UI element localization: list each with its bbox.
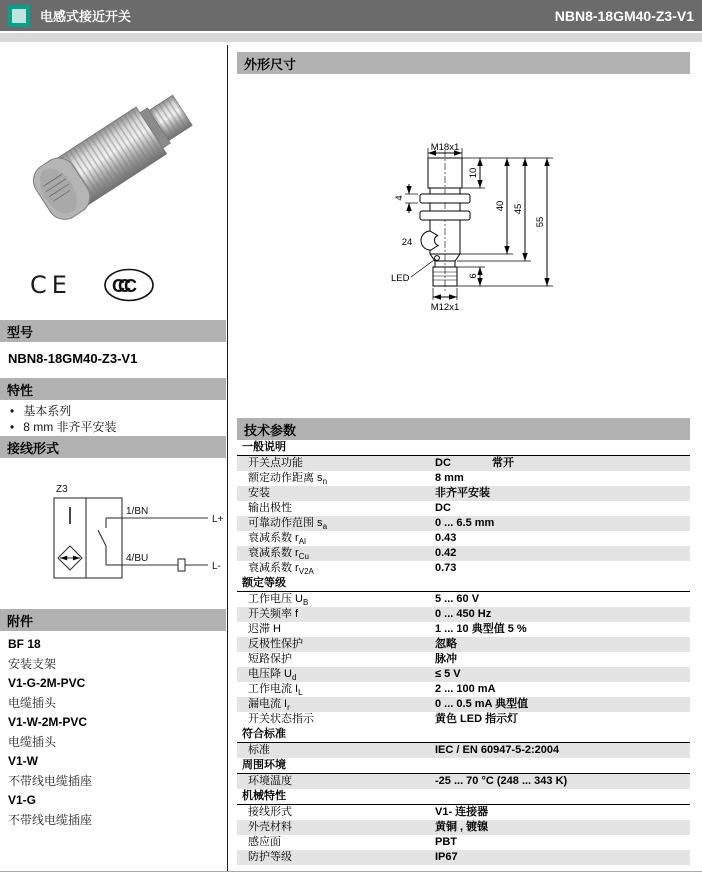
dim-thread-top-label: M18x1 — [430, 142, 460, 153]
spec-label: 迟滞 H — [248, 623, 281, 635]
sensor-body-illustration — [27, 85, 199, 226]
spec-value: 0.73 — [435, 562, 457, 574]
terminal-lminus-label: L- — [212, 561, 221, 572]
spec-label: 外壳材料 — [248, 821, 292, 833]
section-heading-features: 特性 — [7, 382, 34, 398]
spec-label: 开关点功能 — [248, 457, 303, 469]
spec-value: ≤ 5 V — [435, 668, 461, 680]
dim-wrench-label: 24 — [401, 237, 413, 248]
wire-bu-label: 4/BU — [126, 553, 149, 564]
section-bar-tech — [237, 418, 690, 440]
spec-row — [237, 516, 690, 531]
spec-value: 0 ... 0.5 mA 典型值 — [435, 698, 529, 710]
spec-label: 可靠动作范围 $s_a$ — [248, 517, 328, 532]
wiring-diagram — [26, 480, 226, 598]
product-photo — [22, 56, 202, 256]
spec-label: 开关频率 f — [248, 608, 299, 620]
spec-label: 标准 — [248, 744, 270, 756]
spec-row — [237, 592, 690, 607]
spec-label: 开关状态指示 — [248, 713, 314, 725]
page-header — [0, 0, 702, 31]
spec-row — [237, 471, 690, 486]
spec-row — [237, 637, 690, 652]
product-code: NBN8-18GM40-Z3-V1 — [554, 7, 694, 24]
spec-value: DC — [435, 502, 451, 514]
brand-square-icon — [8, 5, 30, 27]
feature-list — [0, 403, 226, 435]
spec-value: IP67 — [435, 851, 458, 863]
spec-value: IEC / EN 60947-5-2:2004 — [435, 744, 560, 756]
spec-value: 忽略 — [435, 638, 457, 650]
spec-section-title: 一般说明 — [237, 440, 690, 456]
section-bar-model — [0, 320, 226, 342]
tech-table — [237, 440, 690, 865]
spec-label: 感应面 — [248, 836, 281, 848]
model-value: NBN8-18GM40-Z3-V1 — [8, 351, 138, 366]
spec-value: DC — [435, 457, 451, 469]
spec-label: 电压降 $U_d$ — [248, 668, 297, 683]
spec-row — [237, 743, 690, 758]
section-heading-accessories: 附件 — [7, 613, 34, 629]
spec-value: -25 ... 70 °C (248 ... 343 K) — [435, 775, 568, 787]
spec-row — [237, 607, 690, 622]
spec-row — [237, 697, 690, 712]
accessory-name: V1-W — [8, 754, 38, 768]
section-bar-accessories — [0, 609, 226, 631]
ccc-mark-icon — [102, 266, 156, 304]
spec-value: 2 ... 100 mA — [435, 683, 496, 695]
accessory-name: BF 18 — [8, 637, 41, 651]
left-column — [0, 42, 226, 830]
spec-section-title: 符合标准 — [237, 727, 690, 743]
accessory-name: V1-G — [8, 793, 37, 807]
feature-item: • 基本系列 — [0, 403, 226, 419]
certification-marks — [30, 267, 226, 303]
spec-value: PBT — [435, 836, 457, 848]
spec-section-title: 机械特性 — [237, 789, 690, 805]
section-heading-dimensions: 外形尺寸 — [244, 56, 297, 72]
spec-label: 短路保护 — [248, 653, 292, 665]
spec-row — [237, 561, 690, 576]
spec-row — [237, 774, 690, 789]
spec-row — [237, 805, 690, 820]
feature-item: • 8 mm 非齐平安装 — [0, 419, 226, 435]
right-column — [237, 42, 690, 865]
spec-row — [237, 712, 690, 727]
spec-value: 脉冲 — [435, 653, 457, 665]
section-heading-connection: 接线形式 — [7, 440, 60, 456]
spec-row — [237, 667, 690, 682]
dim-40-label: 40 — [495, 200, 506, 212]
dim-thread-bottom-label: M12x1 — [430, 302, 460, 313]
spec-label: 输出极性 — [248, 502, 292, 514]
spec-value: 0 ... 450 Hz — [435, 608, 492, 620]
accessory-list — [0, 635, 226, 830]
spec-label: 反极性保护 — [248, 638, 303, 650]
spec-value: V1- 连接器 — [435, 806, 489, 818]
spec-value: 1 ... 10 典型值 5 % — [435, 623, 527, 635]
dim-45-label: 45 — [513, 203, 524, 215]
spec-value: 非齐平安装 — [435, 487, 490, 499]
section-heading-tech: 技术参数 — [244, 422, 297, 438]
spec-label: 衰减系数 $r_{V2A}$ — [248, 562, 314, 577]
section-bar-features — [0, 378, 226, 400]
dim-55-label: 55 — [535, 216, 546, 228]
spec-label: 衰减系数 $r_{Al}$ — [248, 532, 306, 547]
spec-value: 5 ... 60 V — [435, 593, 480, 605]
spec-label: 工作电压 $U_B$ — [248, 593, 309, 608]
spec-row — [237, 850, 690, 865]
spec-label: 衰减系数 $r_{Cu}$ — [248, 547, 309, 562]
spec-value: 0 ... 6.5 mm — [435, 517, 495, 529]
spec-value: 黄色 LED 指示灯 — [435, 713, 519, 725]
accessory-desc: 电缆插头 — [8, 696, 57, 710]
accessory-name: V1-W-2M-PVC — [8, 715, 88, 729]
dim-led-label: LED — [391, 273, 410, 284]
page-title: 电感式接近开关 — [40, 9, 132, 24]
accessory-desc: 安装支架 — [8, 657, 57, 671]
section-heading-model: 型号 — [7, 324, 34, 340]
column-divider — [227, 45, 228, 872]
spec-row — [237, 682, 690, 697]
ce-mark-icon: CE — [30, 271, 72, 299]
spec-value: 黄铜 , 镀镍 — [435, 821, 489, 833]
spec-row — [237, 652, 690, 667]
spec-label: 工作电流 $I_L$ — [248, 683, 303, 698]
dim-4-label: 4 — [394, 195, 405, 201]
wiring-code-label: Z3 — [56, 484, 68, 495]
spec-row — [237, 622, 690, 637]
spec-row — [237, 546, 690, 561]
spec-label: 防护等级 — [248, 851, 292, 863]
spec-section-title: 周围环境 — [237, 758, 690, 774]
spec-value: 8 mm — [435, 472, 464, 484]
spec-row — [237, 486, 690, 501]
accessory-desc: 电缆插头 — [8, 735, 57, 749]
spec-value: 0.43 — [435, 532, 457, 544]
accessory-desc: 不带线电缆插座 — [8, 774, 93, 788]
spec-label: 漏电流 $I_r$ — [248, 698, 290, 713]
spec-row — [237, 835, 690, 850]
header-substrip — [0, 33, 702, 42]
spec-row — [237, 531, 690, 546]
spec-section-title: 额定等级 — [237, 576, 690, 592]
page-bottom-rule — [0, 871, 702, 872]
dim-6-label: 6 — [468, 273, 479, 279]
ccc-letters: CCC — [111, 276, 130, 296]
spec-label: 安装 — [248, 487, 270, 499]
dimension-drawing — [385, 142, 600, 322]
spec-label: 额定动作距离 $s_n$ — [248, 472, 328, 487]
spec-label: 环境温度 — [248, 775, 292, 787]
dim-10-label: 10 — [468, 167, 479, 179]
section-bar-connection — [0, 436, 226, 458]
terminal-lplus-label: L+ — [212, 514, 224, 525]
spec-row — [237, 501, 690, 516]
spec-label: 接线形式 — [248, 806, 292, 818]
spec-row — [237, 456, 690, 471]
spec-value: 0.42 — [435, 547, 457, 559]
accessory-name: V1-G-2M-PVC — [8, 676, 86, 690]
spec-row — [237, 820, 690, 835]
section-bar-dimensions — [237, 52, 690, 74]
wire-bn-label: 1/BN — [126, 506, 149, 517]
accessory-desc: 不带线电缆插座 — [8, 813, 93, 827]
spec-value-2: 常开 — [492, 457, 514, 469]
